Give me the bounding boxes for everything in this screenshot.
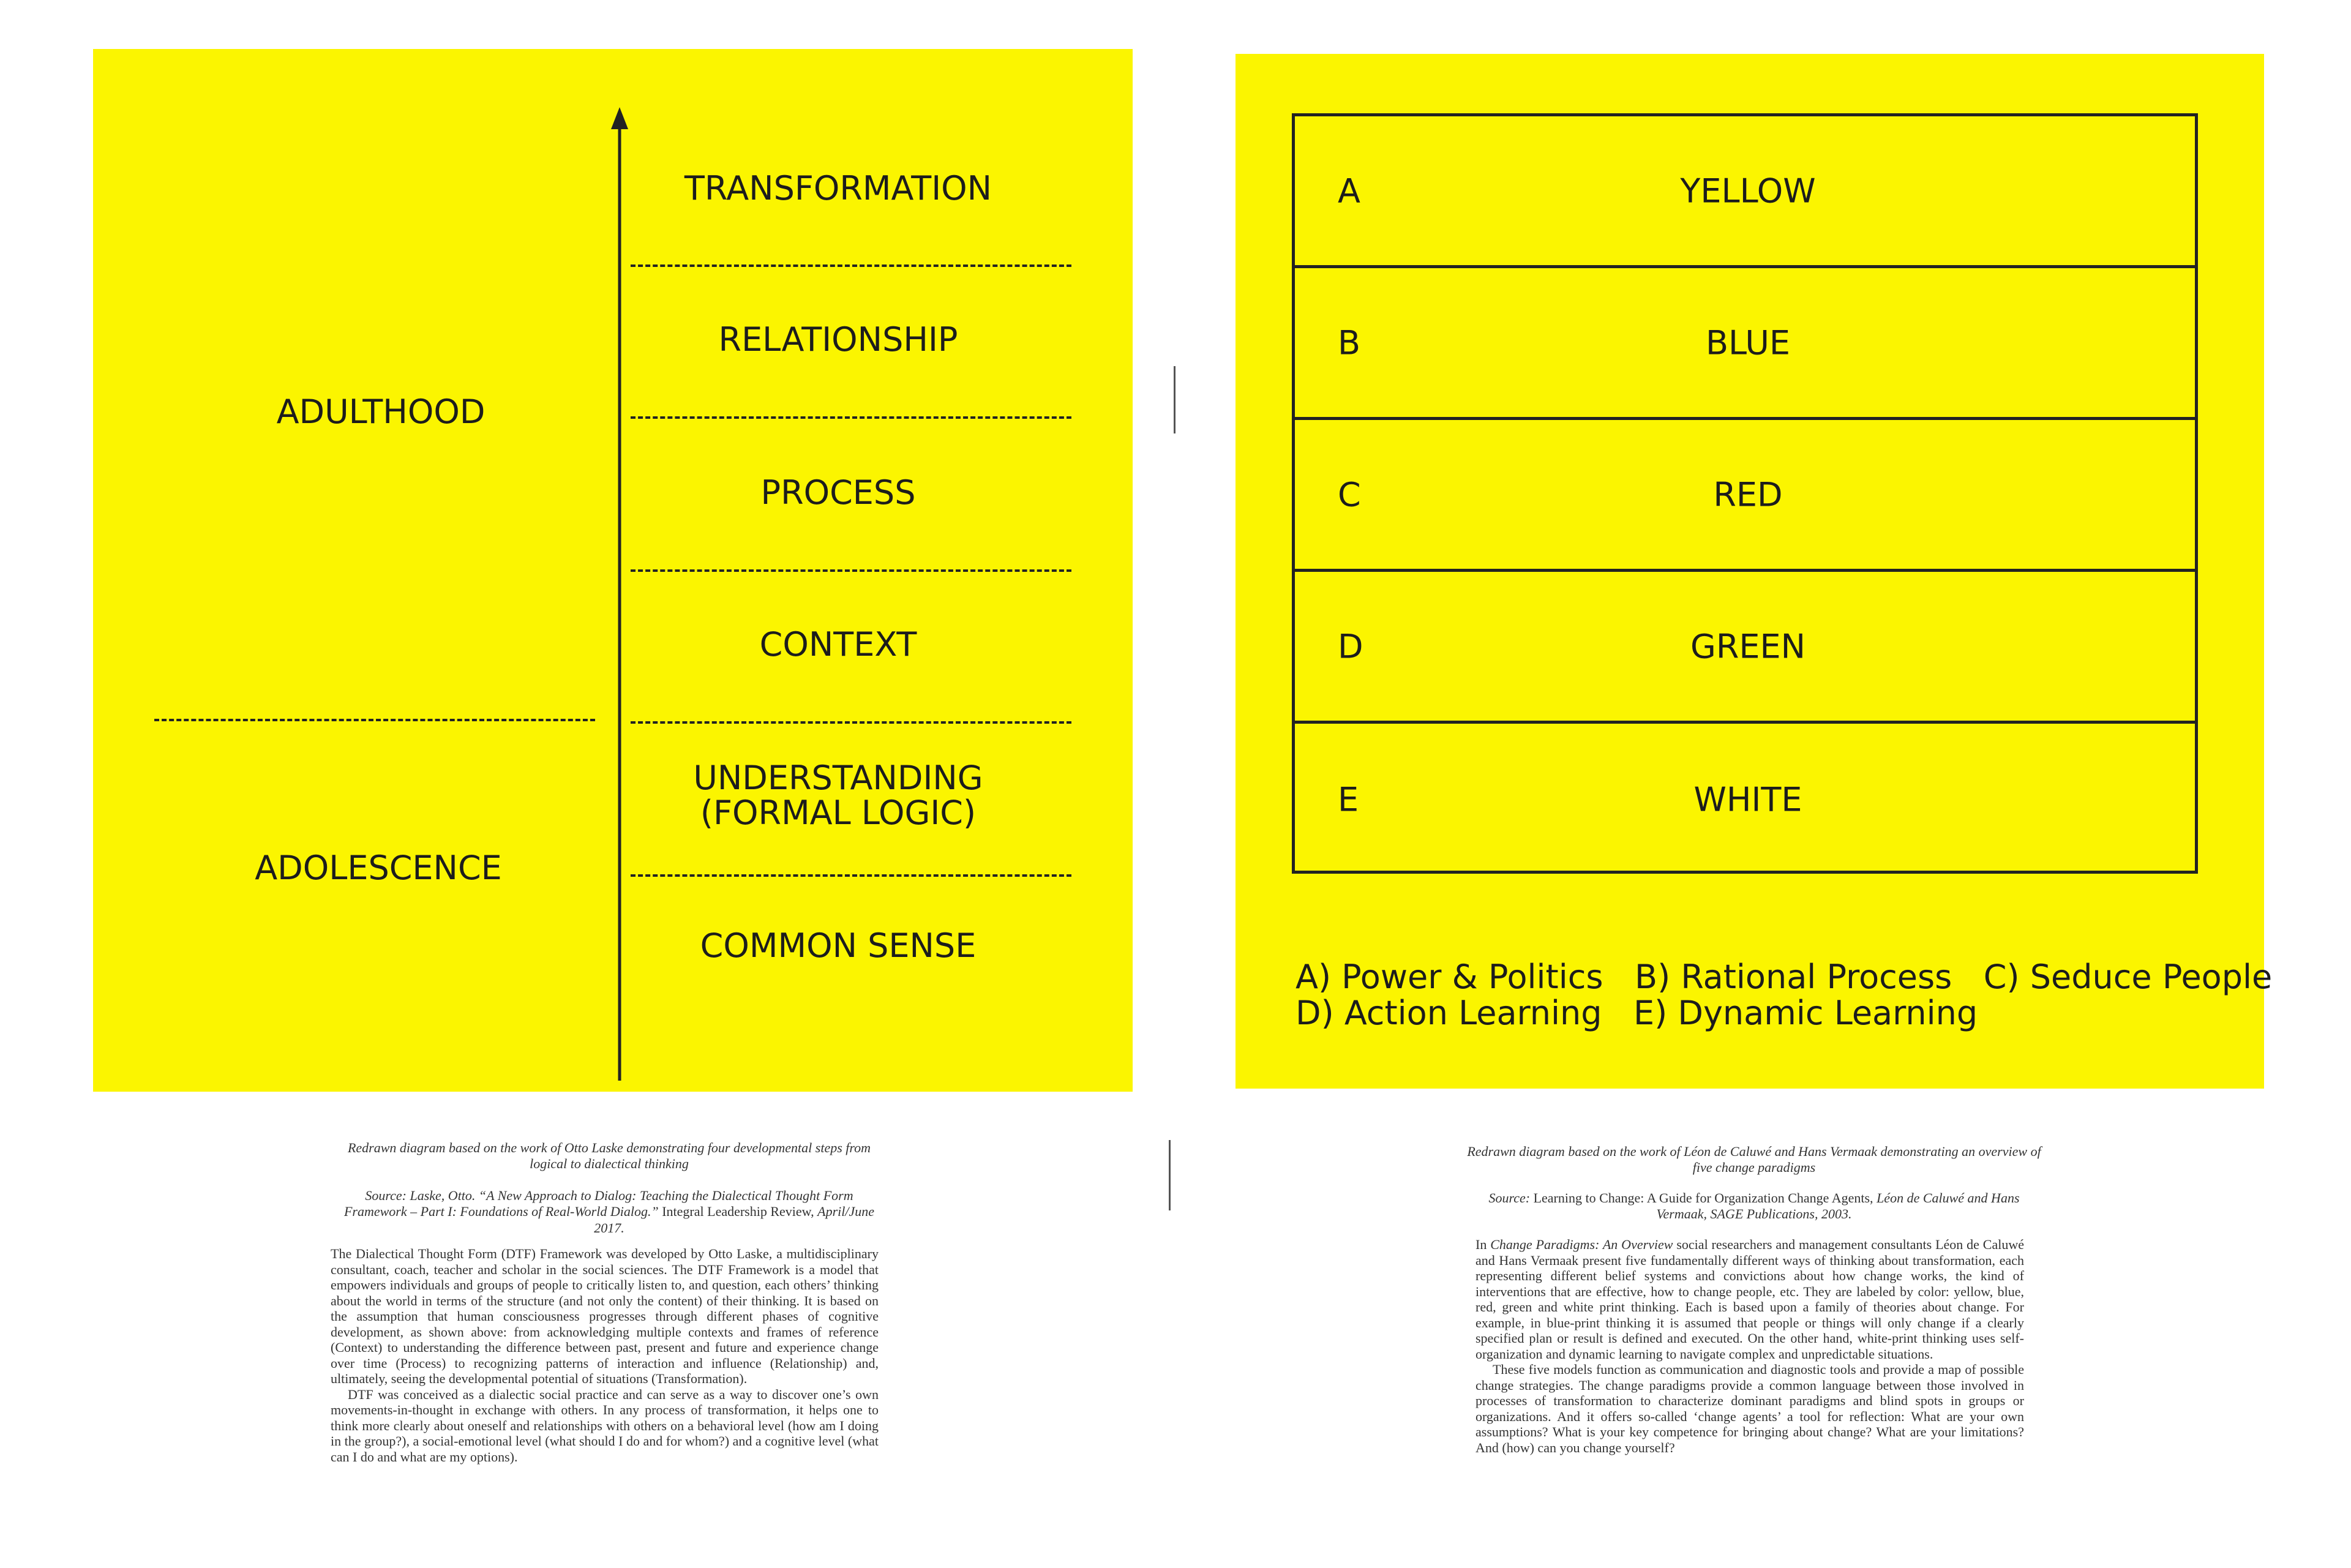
stage-label: PROCESS [760, 473, 916, 512]
paradigm-letter: C [1338, 475, 1361, 514]
stage-label: RELATIONSHIP [718, 320, 958, 359]
stage-divider [631, 416, 1071, 419]
stage-label: COMMON SENSE [700, 926, 977, 965]
left-figure-caption: Redrawn diagram based on the work of Otto Laske demonstrating four developmental steps from logical to dialectical thinking [347, 1140, 871, 1172]
paradigm-row [1295, 420, 2195, 572]
gutter-mark [1174, 366, 1176, 433]
gutter-mark [1169, 1140, 1171, 1210]
left-source-title: Source: Laske, Otto. “A New Approach to Dialog: Teaching the Dialectical Thought Form Framework – Part I: Foundations of Real-World Dialog.” [343, 1188, 853, 1220]
right-source-title: Learning to Change: A Guide for Organization Change Agents, [1533, 1190, 1873, 1206]
paradigm-row [1295, 572, 2195, 724]
legend-line-2: D) Action Learning E) Dynamic Learning [1295, 994, 1978, 1032]
stage-label: UNDERSTANDING (FORMAL LOGIC) [693, 759, 983, 832]
left-figure-source [334, 1188, 885, 1236]
stage-divider [631, 874, 1071, 877]
right-figure-caption: Redrawn diagram based on the work of Léon de Caluwé and Hans Vermaak demonstrating an overview of five change paradigms [1467, 1144, 2041, 1176]
right-figure-source [1466, 1190, 2042, 1223]
right-paragraph [1475, 1237, 2024, 1362]
paradigm-row [1295, 268, 2195, 420]
right-source-label: Source: [1488, 1190, 1531, 1206]
paradigm-color: WHITE [1693, 780, 1802, 819]
right-paragraph-body: social researchers and management consultants Léon de Caluwé and Hans Vermaak present five fundamentally different ways of thinking about transformation, each representing different belief systems and convictions about how change works, the kind of interventions that are effective, how to change people, etc. They are labeled by color: yellow, blue, red, green and white print thinking. Each is based upon a family of theories about change. For example, in blue-print thinking it is assumed that people or things will only change if a clearly specified plan or result is defined and executed. On the other hand, white-print thinking uses self-organization and dynamic learning to navigate complex and unpredictable situations. [1475, 1237, 2025, 1362]
right-paragraph: These five models function as communication and diagnostic tools and provide a map of possible change strategies. The change paradigms provide a common language between those involved in processes of transformation to characterize dominant paradigms and blind spots in groups or organizations. And it offers so-called ‘change agents’ a tool for reflection: What are your own assumptions? What is your key competence for bringing about change? What are your limitations? And (how) can you change yourself? [1475, 1362, 2024, 1455]
paradigm-color: GREEN [1690, 627, 1805, 666]
stage-divider [631, 264, 1071, 267]
right-source-authors: Léon de Caluwé and Hans Vermaak, SAGE Publications, 2003. [1656, 1190, 2020, 1222]
group-label-adolescence: ADOLESCENCE [255, 849, 502, 887]
left-source-journal: Integral Leadership Review, [662, 1204, 814, 1220]
up-arrow-icon [607, 107, 632, 1087]
right-paragraph-title: Change Paradigms: An Overview [1490, 1237, 1673, 1252]
left-paragraph: DTF was conceived as a dialectic social practice and can serve as a way to discover one’s own movements-in-thought in exchange with others. In any process of transformation, it helps one to think more clearly about oneself and relationships with others on a behavioral level (how am I doing in the group?), a social-emotional level (what should I do and for whom?) and a cognitive level (what can I do and what are my options). [331, 1386, 879, 1465]
paradigm-color: BLUE [1705, 323, 1791, 362]
legend-line-1: A) Power & Politics B) Rational Process C) Seduce People [1295, 958, 2273, 996]
stage-divider [631, 721, 1071, 724]
paradigm-row [1295, 724, 2195, 876]
stage-label: TRANSFORMATION [684, 169, 992, 208]
left-source-date: April/June 2017. [594, 1204, 875, 1236]
right-body-text [1475, 1237, 2024, 1455]
right-paragraph-lead: In [1475, 1237, 1487, 1252]
paradigm-letter: A [1338, 171, 1360, 210]
stage-label: CONTEXT [759, 625, 917, 664]
left-paragraph: The Dialectical Thought Form (DTF) Framework was developed by Otto Laske, a multidisciplinary consultant, coach, teacher and scholar in the social sciences. The DTF Framework is a model that empowers individuals and groups of people to critically listen to, and question, each others’ thinking about the world in terms of the structure (and not only the content) of their thinking. It is based on the assumption that human consciousness progresses through different phases of cognitive development, as shown above: from acknowledging multiple contexts and frames of reference (Context) to understanding the difference between past, present and future and experience change over time (Process) to recognizing patterns of interaction and influence (Relationship) and, ultimately, seeing the developmental potential of situations (Transformation). [331, 1246, 879, 1387]
stage-divider [631, 569, 1071, 572]
group-label-adulthood: ADULTHOOD [276, 392, 486, 431]
paradigm-letter: B [1338, 323, 1361, 362]
paradigm-row [1295, 116, 2195, 268]
paradigm-letter: E [1338, 780, 1359, 819]
left-diagram-panel [93, 49, 1133, 1092]
left-body-text [331, 1246, 879, 1465]
paradigm-color: YELLOW [1680, 171, 1816, 210]
group-divider [154, 719, 595, 721]
paradigm-color: RED [1713, 475, 1783, 514]
paradigm-table [1292, 113, 2198, 874]
paradigm-letter: D [1338, 627, 1363, 666]
